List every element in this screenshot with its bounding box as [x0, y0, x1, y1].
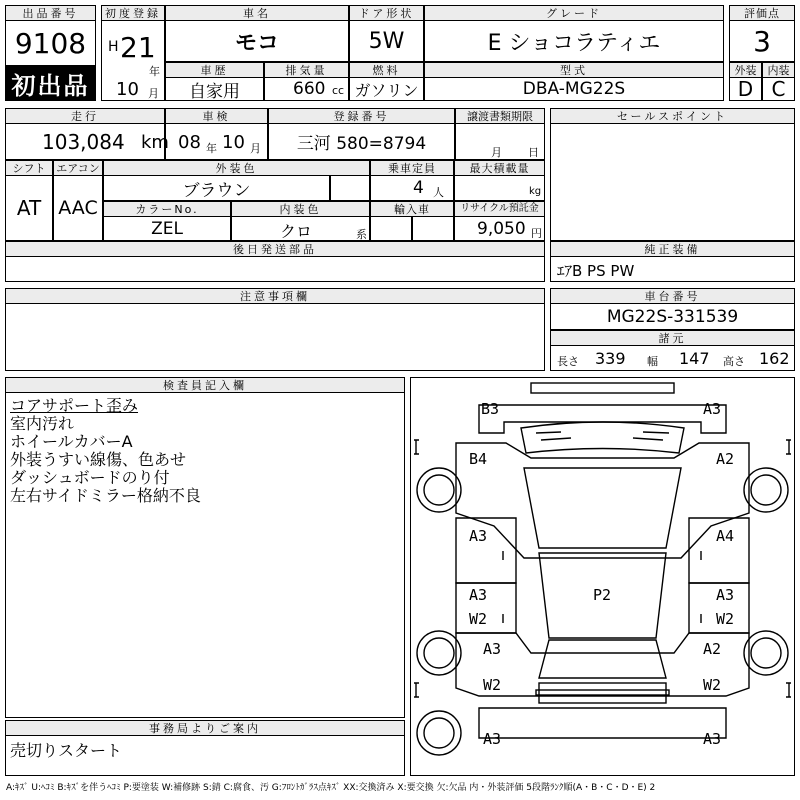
inspector-note: ホイールカバーA — [10, 432, 133, 451]
body-color: ブラウン — [182, 180, 251, 201]
door-cell — [349, 20, 424, 62]
mark-front-fender-left-w: W2 — [483, 676, 502, 694]
lot-number: 9108 — [14, 26, 87, 60]
color-extra-cell — [330, 175, 370, 201]
office-note: 売切りスタート — [10, 741, 123, 760]
sales-point-cell — [550, 123, 795, 241]
ac-label: エアコン — [53, 160, 103, 176]
dims-label: 諸元 — [550, 330, 795, 346]
import-cell-b — [412, 216, 454, 241]
ac-cell — [53, 175, 103, 241]
chassis-cell — [550, 303, 795, 330]
mark-front-left: A3 — [483, 730, 502, 748]
mileage: 103,084 — [42, 130, 125, 154]
reg-year: 21 — [120, 31, 156, 64]
legend: A:ｷｽﾞ U:ﾍｺﾐ B:ｷｽﾞを伴うﾍｺﾐ P:要塗装 W:補修跡 S:錆 C:腐食、汚 G:ﾌﾛﾝﾄｶﾞﾗｽ点ｷｽﾞ XX:交換済み X:要交換 欠:欠品 内・外装評価 5段階ﾗﾝｸ順(A・B・C・D・E) 2 — [6, 783, 656, 793]
mark-rear-right: A3 — [703, 400, 722, 418]
recycle-unit: 円 — [531, 227, 542, 240]
office-cell — [5, 735, 405, 776]
length-label: 長さ — [557, 355, 579, 368]
model-cell — [424, 77, 724, 101]
ext-cell — [729, 77, 762, 101]
history: 自家用 — [189, 81, 240, 102]
later-parts-label: 後日発送部品 — [5, 241, 545, 257]
load-unit: kg — [529, 186, 542, 197]
interior-color: クロ — [280, 222, 313, 241]
equipment: ｴｱB PS PW — [557, 262, 635, 280]
mark-front-fender-left-a: A3 — [483, 640, 502, 658]
later-parts-cell — [5, 256, 545, 282]
front-bumper — [479, 708, 726, 738]
notes-label: 注意事項欄 — [5, 288, 545, 304]
damage-diagram-frame — [410, 377, 795, 776]
hood — [539, 683, 666, 703]
score-cell — [729, 20, 795, 62]
inspector-cell — [5, 392, 405, 718]
color-no-label: カラーNo. — [103, 201, 231, 217]
grade: E ショコラティエ — [487, 30, 661, 56]
mark-front-door-right-a: A3 — [716, 586, 735, 604]
dims-cell — [550, 345, 795, 371]
width: 147 — [679, 349, 710, 368]
door-label: ドア形状 — [349, 5, 424, 21]
int-cell — [762, 77, 795, 101]
inspector-note: 左右サイドミラー格納不良 — [10, 486, 201, 505]
transfer-day-unit: 日 — [528, 146, 539, 159]
mark-rear-quarter-right: A2 — [716, 450, 735, 468]
grade-label: グレード — [424, 5, 724, 21]
first-reg-cell — [101, 20, 165, 101]
import-label: 輸入車 — [370, 201, 454, 217]
office-label: 事務局よりご案内 — [5, 720, 405, 736]
first-listing-badge: 初出品 — [5, 66, 96, 101]
era: H — [108, 39, 119, 55]
interior-color-unit: 系 — [356, 228, 367, 241]
insp-year: 08 — [178, 132, 201, 153]
door-type: 5W — [368, 28, 405, 54]
car-name: モコ — [234, 30, 279, 56]
insp-month: 10 — [222, 132, 245, 153]
month-unit: 月 — [148, 87, 159, 100]
car-name-label: 車名 — [165, 5, 349, 21]
shift-cell — [5, 175, 53, 241]
first-reg-label: 初度登録 — [101, 5, 165, 21]
inspector-note: コアサポート歪み — [10, 396, 139, 415]
disp-unit: cc — [332, 84, 345, 97]
capacity-cell — [370, 175, 454, 201]
height-label: 高さ — [723, 355, 745, 368]
color-label: 外装色 — [103, 160, 370, 176]
mileage-label: 走行 — [5, 108, 165, 124]
height: 162 — [759, 349, 790, 368]
lot-label: 出品番号 — [5, 5, 96, 21]
int-grade: C — [771, 77, 786, 101]
inspector-note: 室内汚れ — [10, 414, 75, 433]
interior-color-label: 内装色 — [231, 201, 370, 217]
inspector-notes-list — [10, 397, 201, 505]
history-label: 車歴 — [165, 62, 264, 78]
inspector-label: 検査員記入欄 — [5, 377, 405, 393]
car-damage-diagram — [411, 378, 794, 775]
mark-rear-quarter-left: B4 — [469, 450, 488, 468]
ext-label: 外装 — [729, 62, 762, 78]
color-no-cell — [103, 216, 231, 241]
width-label: 幅 — [647, 355, 658, 368]
disp-label: 排気量 — [264, 62, 349, 78]
inspector-note: ダッシュボードのり付 — [10, 468, 170, 487]
history-cell — [165, 77, 264, 101]
capacity-unit: 人 — [433, 186, 444, 199]
rear-panel — [479, 405, 726, 433]
rear-glass-lines — [536, 432, 669, 440]
capacity-label: 乗車定員 — [370, 160, 454, 176]
mark-front-door-right-w: W2 — [716, 610, 735, 628]
load-cell — [454, 175, 545, 201]
mark-front-fender-right-a: A2 — [703, 640, 722, 658]
grade-cell — [424, 20, 724, 62]
equipment-cell — [550, 256, 795, 282]
mark-rear-left: B3 — [481, 400, 500, 418]
mark-front-fender-right-w: W2 — [703, 676, 722, 694]
capacity: 4 — [413, 178, 424, 198]
mileage-cell — [5, 123, 169, 160]
fuel: ガソリン — [354, 80, 419, 100]
score-label: 評価点 — [729, 5, 795, 21]
notes-cell — [5, 303, 545, 371]
inspection-cell — [165, 123, 268, 160]
car-name-cell — [165, 20, 349, 62]
chassis-label: 車台番号 — [550, 288, 795, 304]
mirror-left — [414, 440, 419, 454]
year-unit: 年 — [149, 65, 160, 78]
lot-cell — [5, 20, 96, 66]
mileage-unit: km — [141, 132, 169, 153]
sales-point-label: セールスポイント — [550, 108, 795, 124]
equipment-label: 純正装備 — [550, 241, 795, 257]
recycle-cell — [454, 216, 545, 241]
rear-glass — [521, 422, 684, 453]
transfer-cell — [455, 123, 545, 160]
plate: 三河 580=8794 — [296, 134, 427, 154]
transfer-label: 譲渡書類期限 — [455, 108, 545, 124]
rear-roof — [524, 468, 681, 548]
disp-cell — [264, 77, 349, 101]
rear-bumper — [531, 383, 674, 393]
mark-front-door-left-a: A3 — [469, 586, 488, 604]
chassis-number: MG22S-331539 — [606, 306, 739, 327]
length: 339 — [595, 349, 626, 368]
model-label: 型式 — [424, 62, 724, 78]
interior-color-cell — [231, 216, 370, 241]
shift: AT — [16, 196, 42, 220]
transfer-month-unit: 月 — [491, 146, 502, 159]
ext-grade: D — [737, 77, 754, 101]
mark-front-door-left-w: W2 — [469, 610, 488, 628]
ac: AAC — [58, 197, 98, 219]
fuel-label: 燃料 — [349, 62, 424, 78]
insp-month-unit: 月 — [250, 142, 261, 155]
mark-front-right: A3 — [703, 730, 722, 748]
score: 3 — [753, 24, 771, 58]
inspector-note: 外装うすい線傷、色あせ — [10, 450, 187, 469]
plate-cell — [268, 123, 455, 160]
mirror-right-front — [786, 683, 791, 697]
mark-rear-door-left: A3 — [469, 527, 488, 545]
recycle-label: リサイクル預託金 — [454, 201, 545, 217]
recycle-fee: 9,050 — [477, 219, 526, 239]
import-cell-a — [370, 216, 412, 241]
mark-roof: P2 — [593, 586, 612, 604]
windshield — [539, 640, 666, 678]
rear-quarter-outline — [456, 443, 749, 558]
plate-label: 登録番号 — [268, 108, 455, 124]
inspection-label: 車検 — [165, 108, 268, 124]
shift-label: シフト — [5, 160, 53, 176]
model-code: DBA-MG22S — [522, 79, 626, 99]
fuel-cell — [349, 77, 424, 101]
mirror-right — [786, 440, 791, 454]
int-label: 内装 — [762, 62, 795, 78]
mirror-left-front — [414, 683, 419, 697]
insp-year-unit: 年 — [206, 142, 217, 155]
mark-rear-door-right: A4 — [716, 527, 735, 545]
hood-line — [536, 690, 669, 695]
load-label: 最大積載量 — [454, 160, 545, 176]
color-no: ZEL — [151, 218, 183, 239]
displacement: 660 — [293, 79, 326, 99]
reg-month: 10 — [116, 79, 139, 100]
color-cell — [103, 175, 330, 201]
